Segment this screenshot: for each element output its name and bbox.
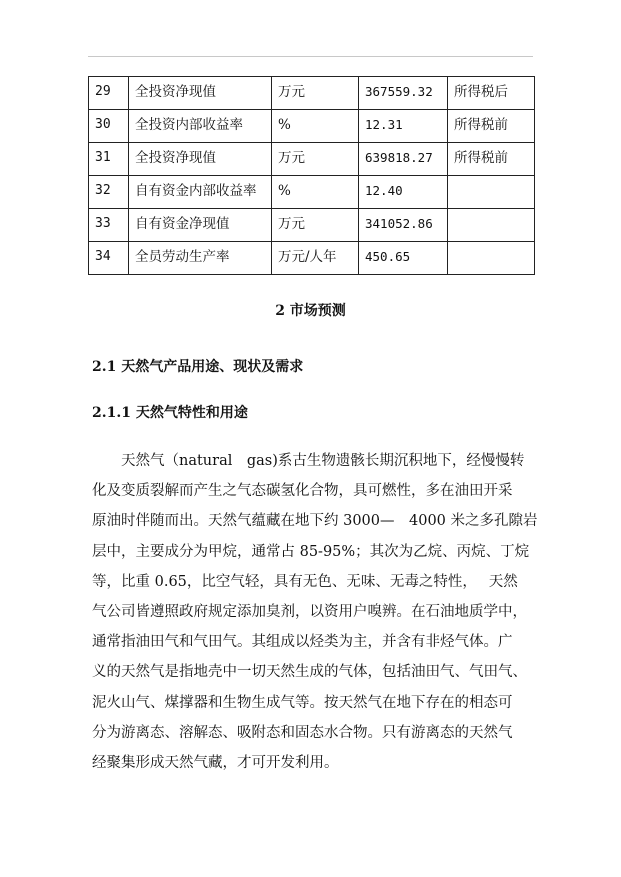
row-number-cell: 33 bbox=[89, 209, 129, 242]
unit-cell: 万元/人年 bbox=[272, 242, 359, 275]
value-cell: 12.31 bbox=[359, 110, 448, 143]
section-title: 2 市场预测 bbox=[275, 303, 346, 319]
row-number-cell: 30 bbox=[89, 110, 129, 143]
metric-name-cell: 自有资金内部收益率 bbox=[129, 176, 272, 209]
value-cell: 639818.27 bbox=[359, 143, 448, 176]
note-cell bbox=[448, 242, 535, 275]
subsection-title: 2.1 天然气产品用途、现状及需求 bbox=[92, 359, 304, 375]
unit-cell: 万元 bbox=[272, 143, 359, 176]
table-row bbox=[89, 209, 535, 242]
metrics-table-body bbox=[89, 77, 535, 275]
unit-cell: % bbox=[272, 176, 359, 209]
value-cell: 12.40 bbox=[359, 176, 448, 209]
unit-cell: 万元 bbox=[272, 77, 359, 110]
note-cell: 所得税前 bbox=[448, 143, 535, 176]
page-header-rule bbox=[88, 56, 533, 57]
table-row bbox=[89, 176, 535, 209]
row-number-cell: 34 bbox=[89, 242, 129, 275]
note-cell bbox=[448, 209, 535, 242]
note-cell: 所得税后 bbox=[448, 77, 535, 110]
value-cell: 341052.86 bbox=[359, 209, 448, 242]
paragraph-line: 气公司皆遵照政府规定添加臭剂，以资用户嗅辨。在石油地质学中， bbox=[92, 604, 527, 621]
paragraph-line: 义的天然气是指地壳中一切天然生成的气体，包括油田气、气田气、 bbox=[92, 664, 527, 681]
row-number-cell: 32 bbox=[89, 176, 129, 209]
row-number-cell: 31 bbox=[89, 143, 129, 176]
value-cell: 367559.32 bbox=[359, 77, 448, 110]
paragraph-line: 通常指油田气和气田气。其组成以烃类为主，并含有非烃气体。广 bbox=[92, 634, 513, 651]
body-paragraph bbox=[92, 446, 538, 778]
paragraph-line: 原油时伴随而出。天然气蕴藏在地下约 3000— 4000 米之多孔隙岩 bbox=[92, 513, 538, 530]
paragraph-line: 分为游离态、溶解态、吸附态和固态水合物。只有游离态的天然气 bbox=[92, 724, 513, 741]
metric-name-cell: 全投资净现值 bbox=[129, 143, 272, 176]
metric-name-cell: 自有资金净现值 bbox=[129, 209, 272, 242]
paragraph-line: 等，比重 0.65，比空气轻，具有无色、无味、无毒之特性， 天然 bbox=[92, 573, 518, 590]
table-row bbox=[89, 77, 535, 110]
row-number-cell: 29 bbox=[89, 77, 129, 110]
table-row bbox=[89, 242, 535, 275]
value-cell: 450.65 bbox=[359, 242, 448, 275]
table-row bbox=[89, 143, 535, 176]
paragraph-line: 化及变质裂解而产生之气态碳氢化合物，具可燃性，多在油田开采 bbox=[92, 483, 513, 500]
note-cell bbox=[448, 176, 535, 209]
paragraph-line: 层中，主要成分为甲烷，通常占 85-95%；其次为乙烷、丙烷、丁烷 bbox=[92, 543, 530, 560]
note-cell: 所得税前 bbox=[448, 110, 535, 143]
metric-name-cell: 全投资内部收益率 bbox=[129, 110, 272, 143]
paragraph-line: 经聚集形成天然气藏，才可开发利用。 bbox=[92, 755, 339, 772]
table-row bbox=[89, 110, 535, 143]
metric-name-cell: 全员劳动生产率 bbox=[129, 242, 272, 275]
subsubsection-title: 2.1.1 天然气特性和用途 bbox=[92, 405, 248, 421]
paragraph-line: 天然气（natural gas)系古生物遗骸长期沉积地下，经慢慢转 bbox=[121, 453, 525, 469]
unit-cell: % bbox=[272, 110, 359, 143]
financial-metrics-table bbox=[88, 76, 535, 275]
metric-name-cell: 全投资净现值 bbox=[129, 77, 272, 110]
paragraph-line: 泥火山气、煤撑器和生物生成气等。按天然气在地下存在的相态可 bbox=[92, 694, 513, 711]
unit-cell: 万元 bbox=[272, 209, 359, 242]
